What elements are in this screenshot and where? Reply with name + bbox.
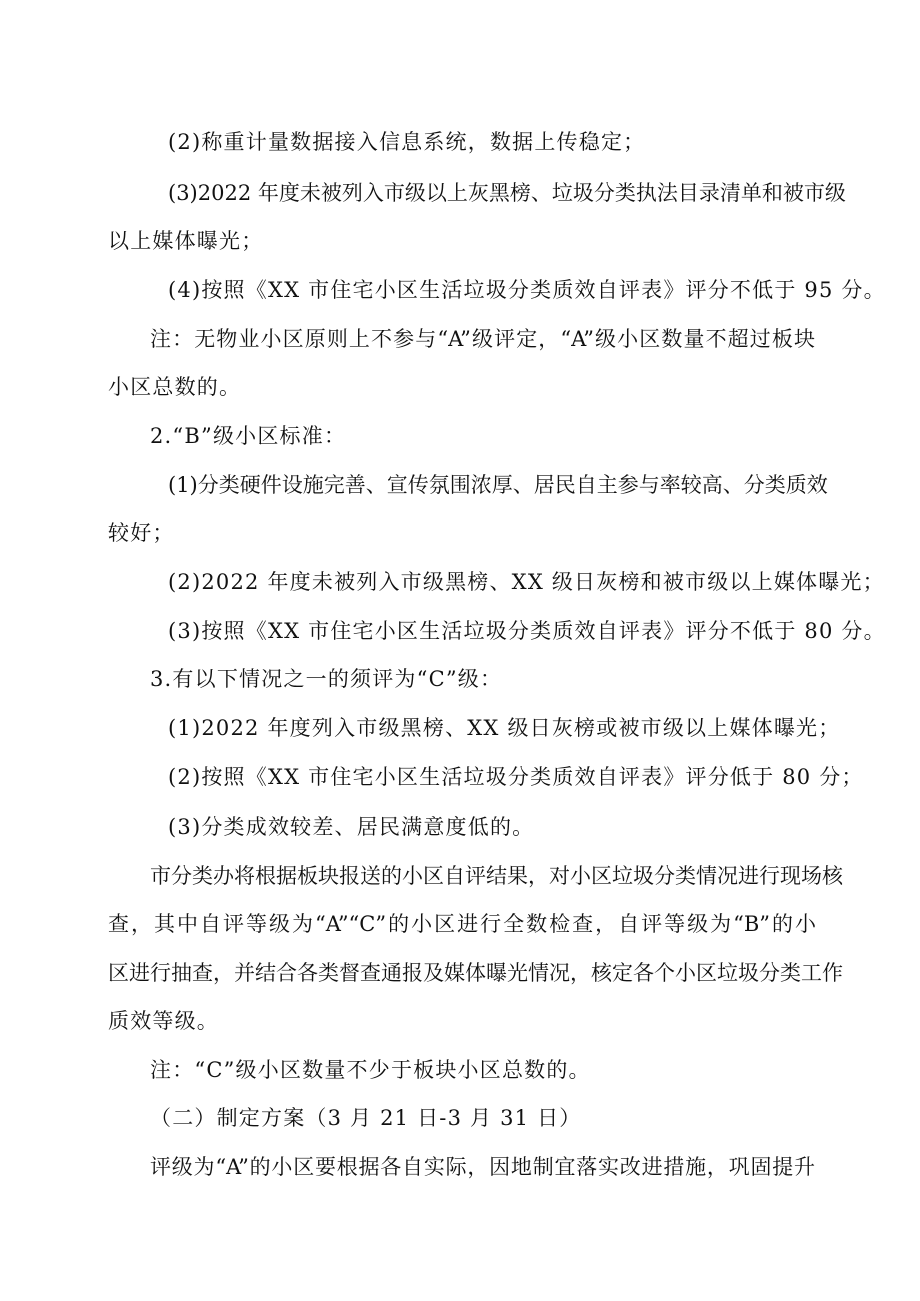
text-line: 区进行抽查，并结合各类督查通报及媒体曝光情况，核定各个小区垃圾分类工作 [108, 961, 843, 985]
text-line: (4)按照《XX 市住宅小区生活垃圾分类质效自评表》评分不低于 95 分。 [168, 278, 886, 302]
text-line: 质效等级。 [108, 1009, 219, 1033]
text-line: 较好； [108, 521, 175, 545]
text-line: (2)称重计量数据接入信息系统，数据上传稳定； [168, 130, 646, 154]
text-line: 市分类办将根据板块报送的小区自评结果，对小区垃圾分类情况进行现场核 [150, 864, 843, 888]
text-line: (2)按照《XX 市住宅小区生活垃圾分类质效自评表》评分低于 80 分； [168, 765, 864, 789]
text-line: 评级为“A”的小区要根据各自实际，因地制宜落实改进措施，巩固提升 [150, 1155, 815, 1179]
text-line: 2.“B”级小区标准： [150, 424, 347, 448]
text-line: （二）制定方案（3 月 21 日-3 月 31 日） [150, 1106, 582, 1130]
text-line: (2)2022 年度未被列入市级黑榜、XX 级日灰榜和被市级以上媒体曝光； [168, 570, 885, 594]
text-line: 以上媒体曝光； [108, 229, 264, 253]
text-line: 3.有以下情况之一的须评为“C”级： [150, 667, 503, 691]
text-line: 小区总数的。 [108, 375, 242, 399]
text-line: (1)2022 年度列入市级黑榜、XX 级日灰榜或被市级以上媒体曝光； [168, 716, 841, 740]
text-line: 注：“C”级小区数量不少于板块小区总数的。 [150, 1058, 591, 1082]
text-line: (3)按照《XX 市住宅小区生活垃圾分类质效自评表》评分不低于 80 分。 [168, 619, 886, 643]
text-line: (1)分类硬件设施完善、宣传氛围浓厚、居民自主参与率较高、分类质效 [168, 473, 828, 497]
text-line: 注：无物业小区原则上不参与“A”级评定，“A”级小区数量不超过板块 [150, 327, 815, 351]
text-line: (3)分类成效较差、居民满意度低的。 [168, 815, 535, 839]
text-line: (3)2022 年度未被列入市级以上灰黑榜、垃圾分类执法目录清单和被市级 [168, 181, 846, 205]
text-line: 查，其中自评等级为“A”“C”的小区进行全数检查，自评等级为“B”的小 [108, 912, 816, 936]
